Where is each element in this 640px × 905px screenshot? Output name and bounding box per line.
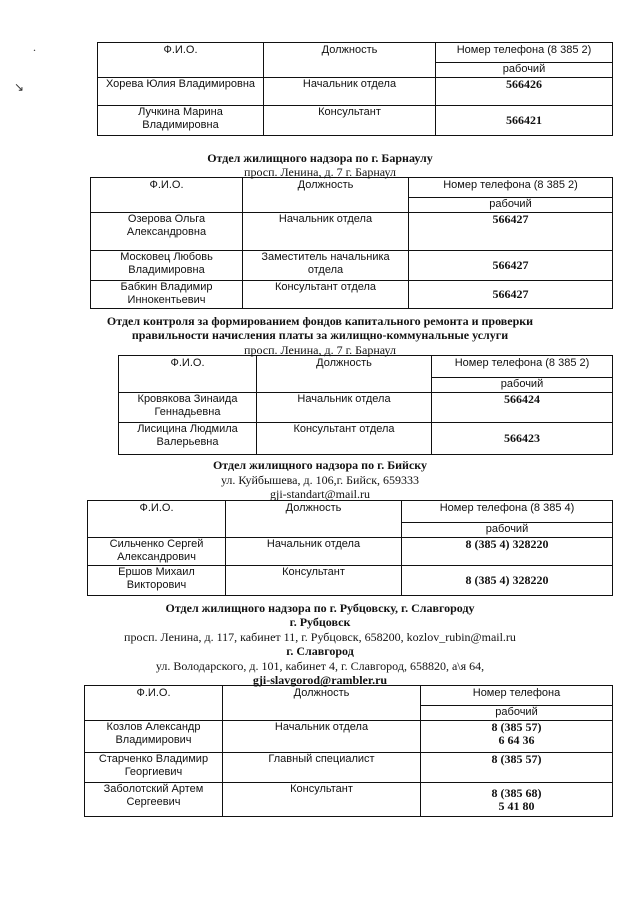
section-heading: Отдел жилищного надзора по г. Барнаулу — [207, 151, 433, 165]
column-header-phone: Номер телефона (8 385 2) — [436, 43, 613, 63]
section-address: просп. Ленина, д. 117, кабинет 11, г. Рубцовск, 658200, kozlov_rubin@mail.ru — [124, 630, 516, 644]
scan-mark: ↘ — [14, 80, 25, 94]
section-address: ул. Куйбышева, д. 106,г. Бийск, 659333 — [220, 473, 420, 487]
employee-name: Сильченко Сергей Александрович — [88, 538, 226, 566]
employee-position: Заместитель начальника отдела — [243, 251, 409, 281]
employee-phone: 566427 — [409, 281, 613, 309]
employee-phone-cell — [421, 753, 613, 783]
employee-position: Консультант отдела — [243, 281, 409, 309]
staff-table — [87, 500, 613, 596]
city-heading: г. Славгород — [286, 644, 354, 658]
column-header-name: Ф.И.О. — [98, 43, 264, 78]
employee-position: Главный специалист — [223, 753, 421, 783]
column-header-position: Должность — [243, 178, 409, 213]
employee-name: Кровякова Зинаида Геннадьевна — [119, 393, 257, 423]
employee-phone-cell — [421, 721, 613, 753]
city-heading: г. Рубцовск — [289, 615, 351, 629]
employee-phone: 8 (385 68) — [491, 785, 542, 800]
column-header-position: Должность — [264, 43, 436, 78]
employee-name: Козлов Александр Владимирович — [85, 721, 223, 753]
column-header-name: Ф.И.О. — [91, 178, 243, 213]
staff-table — [97, 42, 613, 136]
employee-name: Лисицина Людмила Валерьевна — [119, 423, 257, 455]
column-header-phone: Номер телефона (8 385 4) — [402, 501, 613, 523]
section-heading: Отдел контроля за формированием фондов капитального ремонта и проверки — [106, 314, 534, 328]
column-header-phone: Номер телефона (8 385 2) — [432, 356, 613, 378]
column-subheader-work: рабочий — [432, 378, 613, 393]
section-heading: Отдел жилищного надзора по г. Рубцовску, г. Славгороду — [165, 601, 475, 615]
column-header-name: Ф.И.О. — [85, 686, 223, 721]
column-header-phone: Номер телефона (8 385 2) — [409, 178, 613, 198]
employee-position: Начальник отдела — [223, 721, 421, 753]
employee-phone: 566426 — [436, 78, 613, 106]
column-header-name: Ф.И.О. — [119, 356, 257, 393]
employee-phone: 8 (385 57) — [491, 720, 542, 734]
employee-position: Консультант — [223, 783, 421, 817]
column-header-name: Ф.И.О. — [88, 501, 226, 538]
scan-mark: . — [33, 40, 36, 54]
employee-position: Консультант — [226, 566, 402, 596]
column-header-position: Должность — [226, 501, 402, 538]
employee-position: Начальник отдела — [243, 213, 409, 251]
employee-phone: 566424 — [432, 393, 613, 423]
employee-name: Бабкин Владимир Иннокентьевич — [91, 281, 243, 309]
employee-name: Заболотский Артем Сергеевич — [85, 783, 223, 817]
employee-name: Лучкина Марина Владимировна — [98, 106, 264, 136]
employee-name: Ершов Михаил Викторович — [88, 566, 226, 596]
employee-phone: 8 (385 4) 328220 — [402, 538, 613, 566]
employee-position: Начальник отдела — [257, 393, 432, 423]
employee-phone: 566427 — [409, 251, 613, 281]
employee-phone-extra: 6 64 36 — [498, 733, 535, 747]
column-subheader-work: рабочий — [402, 523, 613, 538]
employee-position: Консультант — [264, 106, 436, 136]
section-email: gji-slavgorod@rambler.ru — [252, 673, 388, 687]
employee-phone-cell — [421, 783, 613, 817]
employee-name: Хорева Юлия Владимировна — [98, 78, 264, 106]
employee-phone: 566423 — [432, 423, 613, 455]
section-heading: правильности начисления платы за жилищно-коммунальные услуги — [131, 328, 509, 342]
section-address: ул. Володарского, д. 101, кабинет 4, г. Славгород, 658820, а\я 64, — [155, 659, 485, 673]
section-heading: Отдел жилищного надзора по г. Бийску — [212, 458, 428, 472]
column-header-position: Должность — [223, 686, 421, 721]
employee-phone: 566427 — [409, 213, 613, 251]
column-header-position: Должность — [257, 356, 432, 393]
column-header-phone: Номер телефона — [421, 686, 613, 706]
employee-phone: 8 (385 57) — [491, 752, 542, 766]
employee-position: Консультант отдела — [257, 423, 432, 455]
employee-position: Начальник отдела — [264, 78, 436, 106]
employee-position: Начальник отдела — [226, 538, 402, 566]
employee-name: Старченко Владимир Георгиевич — [85, 753, 223, 783]
column-subheader-work: рабочий — [421, 706, 613, 721]
employee-name: Озерова Ольга Александровна — [91, 213, 243, 251]
staff-table — [90, 177, 613, 309]
employee-phone: 566421 — [436, 106, 613, 136]
section-address: просп. Ленина, д. 7 г. Барнаул — [244, 343, 396, 357]
section-address: просп. Ленина, д. 7 г. Барнаул — [244, 165, 396, 179]
staff-table — [118, 355, 613, 455]
employee-phone: 8 (385 4) 328220 — [402, 566, 613, 596]
column-subheader-work: рабочий — [436, 63, 613, 78]
employee-name: Московец Любовь Владимировна — [91, 251, 243, 281]
section-email: gji-standart@mail.ru — [269, 487, 371, 501]
employee-phone-extra: 5 41 80 — [498, 798, 535, 813]
column-subheader-work: рабочий — [409, 198, 613, 213]
staff-table — [84, 685, 613, 817]
